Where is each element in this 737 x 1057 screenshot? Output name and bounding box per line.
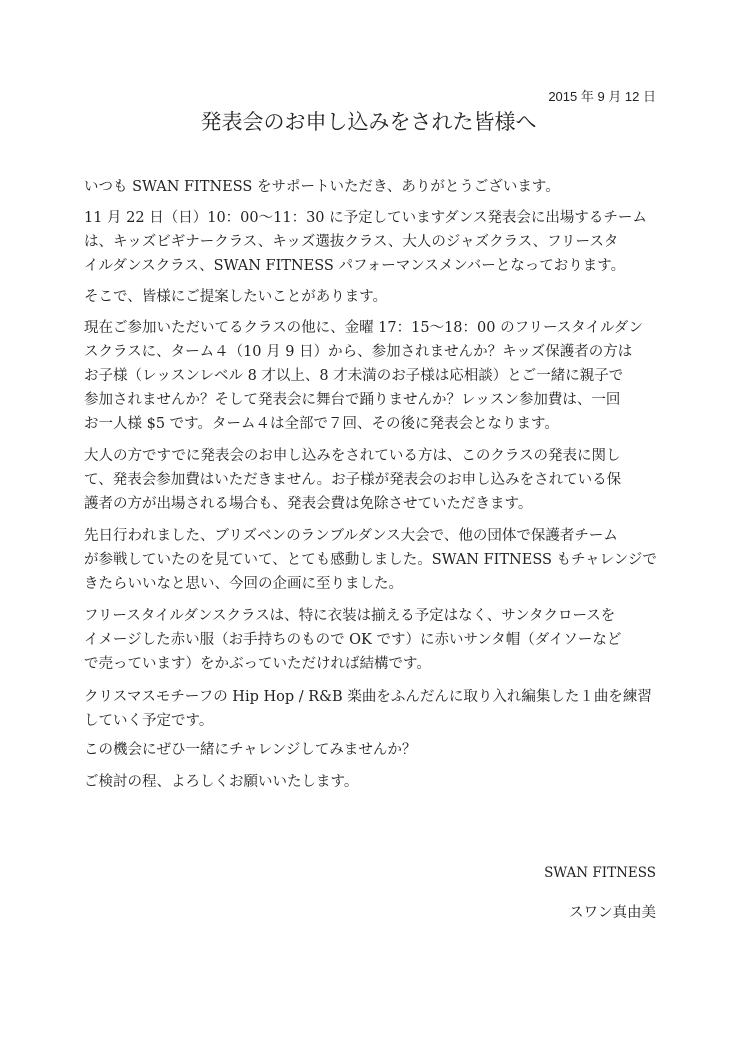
signature-organization: SWAN FITNESS bbox=[544, 865, 656, 881]
paragraph-line: 11 月 22 日（日）10：00〜11：30 に予定していますダンス発表会に出場するチーム bbox=[84, 210, 647, 226]
paragraph-line: が参戦していたのを見ていて、とても感動しました。SWAN FITNESS もチャレンジで bbox=[84, 552, 657, 568]
paragraph bbox=[84, 738, 664, 762]
paragraph bbox=[84, 175, 664, 199]
paragraph-line: お一人様 $5 です。ターム４は全部で７回、その後に発表会となります。 bbox=[84, 416, 559, 432]
paragraph-line: 現在ご参加いただいてるクラスの他に、金曜 17：15〜18：00 のフリースタイルダン bbox=[84, 320, 644, 336]
paragraph-line: お子様（レッスンレベル 8 才以上、8 才未満のお子様は応相談）とご一緒に親子で bbox=[84, 368, 624, 384]
paragraph-line: ご検討の程、よろしくお願いいたします。 bbox=[84, 774, 359, 790]
paragraph bbox=[84, 604, 664, 676]
paragraph-line: そこで、皆様にご提案したいことがあります。 bbox=[84, 289, 388, 305]
paragraph-line: クリスマスモチーフの Hip Hop / R&B 楽曲をふんだんに取り入れ編集した１曲を練習 bbox=[84, 689, 652, 705]
letter-date: 2015 年 9 月 12 日 bbox=[548, 89, 656, 104]
paragraph-line: この機会にぜひ一緒にチャレンジしてみませんか？ bbox=[84, 742, 417, 758]
paragraph bbox=[84, 206, 664, 278]
paragraph-line: スクラスに、ターム４（10 月 9 日）から、参加されませんか？キッズ保護者の方は bbox=[84, 344, 633, 360]
paragraph bbox=[84, 444, 664, 516]
paragraph bbox=[84, 316, 664, 436]
paragraph-line: イメージした赤い服（お手持ちのもので OK です）に赤いサンタ帽（ダイソーなど bbox=[84, 632, 622, 648]
paragraph-line: 護者の方が出場される場合も、発表会費は免除させていただきます。 bbox=[84, 496, 533, 512]
signature-name: スワン真由美 bbox=[569, 905, 656, 921]
paragraph bbox=[84, 285, 664, 309]
paragraph-line: て、発表会参加費はいただきません。お子様が発表会のお申し込みをされている保 bbox=[84, 472, 622, 488]
paragraph-line: していく予定です。 bbox=[84, 713, 214, 729]
paragraph-line: 先日行われました、ブリズベンのランブルダンス大会で、他の団体で保護者チーム bbox=[84, 528, 618, 544]
paragraph bbox=[84, 685, 664, 733]
letter-title: 発表会のお申し込みをされた皆様へ bbox=[200, 110, 537, 134]
paragraph-line: 大人の方ですでに発表会のお申し込みをされている方は、このクラスの発表に関し bbox=[84, 448, 621, 464]
paragraph-line: フリースタイルダンスクラスは、特に衣装は揃える予定はなく、サンタクロースを bbox=[84, 608, 616, 624]
paragraph-line: は、キッズビギナークラス、キッズ選抜クラス、大人のジャズクラス、フリースタ bbox=[84, 234, 619, 250]
paragraph-line: 参加されませんか？そして発表会に舞台で踊りませんか？レッスン参加費は、一回 bbox=[84, 392, 621, 408]
paragraph-line: イルダンスクラス、SWAN FITNESS パフォーマンスメンバーとなっております。 bbox=[84, 258, 626, 274]
paragraph bbox=[84, 770, 664, 794]
paragraph-line: で売っています）をかぶっていただければ結構です。 bbox=[84, 656, 431, 672]
paragraph-line: いつも SWAN FITNESS をサポートいただき、ありがとうございます。 bbox=[84, 179, 560, 195]
paragraph bbox=[84, 524, 664, 596]
paragraph-line: きたらいいなと思い、今回の企画に至りました。 bbox=[84, 576, 403, 592]
